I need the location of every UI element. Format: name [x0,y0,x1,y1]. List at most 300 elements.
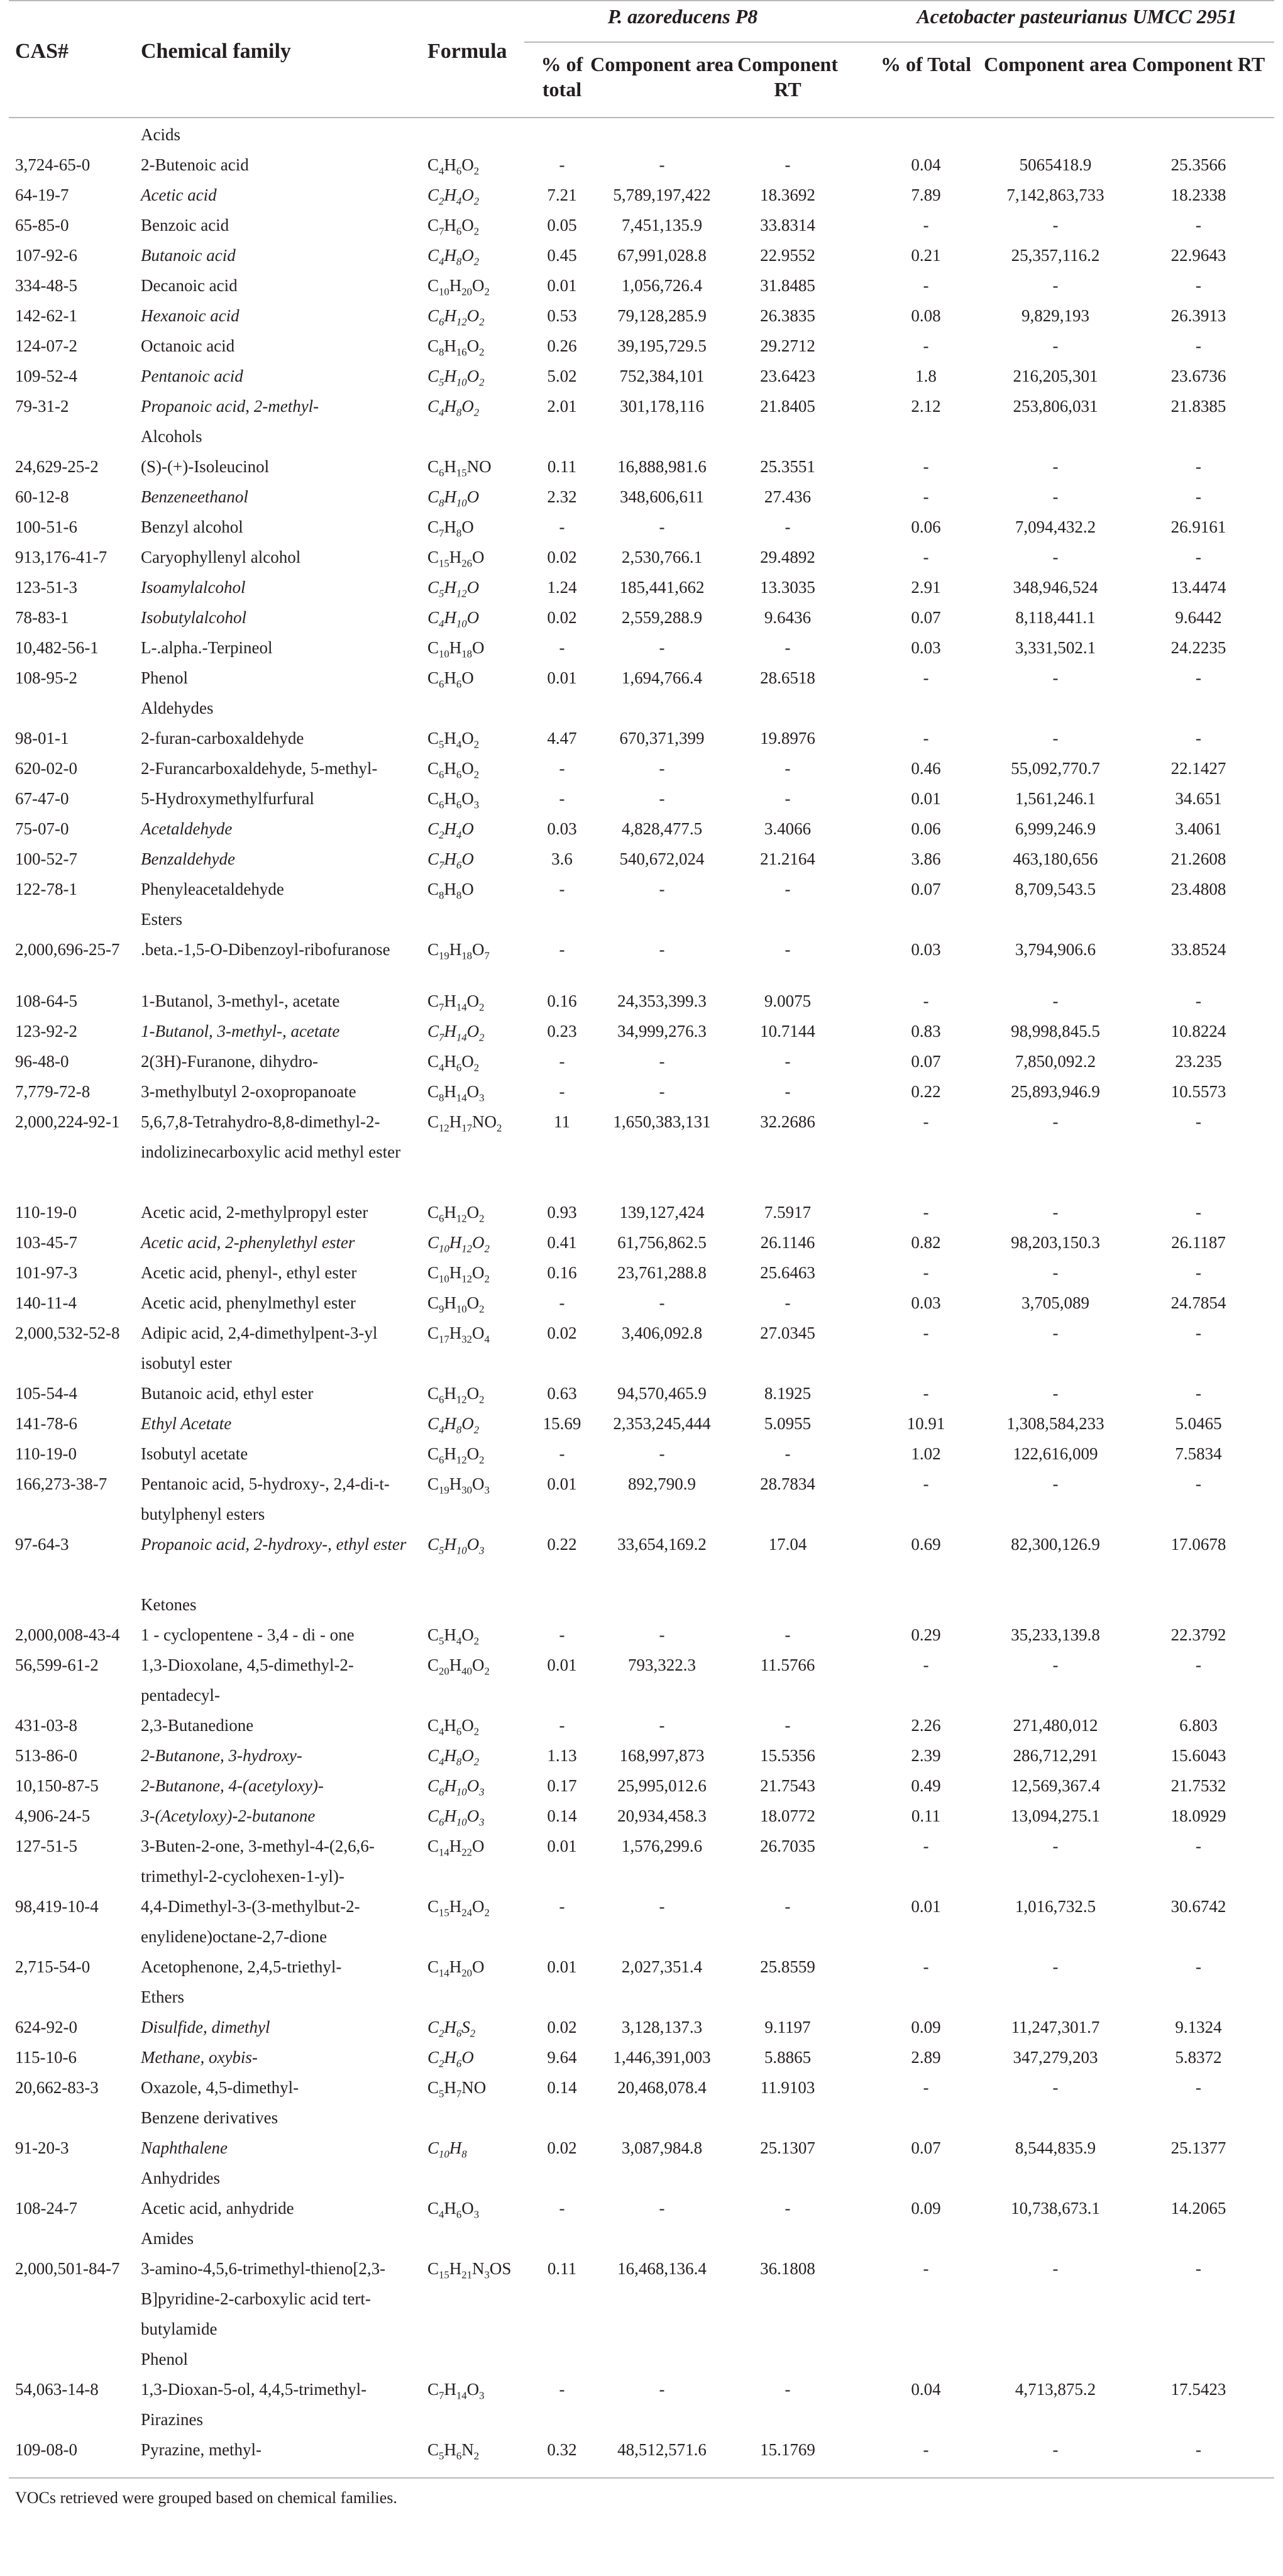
formula-element: C [427,155,439,174]
a-component-area: 1,308,584,233 [1006,1414,1104,1433]
family-group-text: Pirazines [141,2410,203,2429]
formula-subscript: 14 [456,1092,467,1104]
formula-subscript: 8 [456,527,462,539]
formula-element: O [461,216,474,235]
chemical-name: Benzeneethanol [141,487,248,506]
cas-number: 101-97-3 [15,1263,77,1282]
formula-element: C [427,668,439,687]
formula-subscript: 4 [484,1333,490,1346]
table-row [9,1650,1274,1710]
p-component-area: 1,056,726.4 [621,276,703,295]
formula-element: O [461,517,474,536]
chemical-name: Isobutyl acetate [141,1444,248,1463]
formula-subscript: 2 [479,1031,485,1044]
group-rule [524,41,1274,43]
formula-element: O [471,1474,485,1493]
formula-subscript: 7 [439,225,444,238]
formula [427,1318,528,1348]
p-component-rt: 19.8976 [760,729,815,748]
formula-element: C [427,457,439,476]
a-component-rt: - [1196,1474,1201,1493]
formula [427,1469,528,1499]
header-p-pct: % of total [541,53,583,101]
formula-subscript: 2 [479,1212,485,1225]
p-component-area: 1,576,299.6 [621,1837,703,1855]
formula-subscript: 4 [439,1755,444,1768]
family-group-label [9,2163,1274,2193]
cas-number: 2,715-54-0 [15,1957,91,1976]
chemical-name: Butanoic acid, ethyl ester [141,1384,314,1403]
formula-element: C [427,1263,439,1282]
a-pct-total: 0.09 [911,2018,941,2037]
formula-element: O [466,1776,480,1795]
chemical-name: Decanoic acid [141,276,238,295]
a-component-area: 1,561,246.1 [1015,789,1096,808]
cas-number: 24,629-25-2 [15,457,99,476]
formula [427,512,528,542]
formula-subscript: 9 [439,1303,444,1315]
formula-subscript: 8 [439,346,444,358]
p-pct-total: 0.11 [547,457,577,476]
chemical-name: 1-Butanol, 3-methyl-, acetate [141,1022,340,1041]
cas-number: 913,176-41-7 [15,548,107,567]
table-row [9,1408,1274,1439]
formula-element: H [444,185,456,204]
p-pct-total: 0.45 [547,246,577,265]
header-group-acetobacter [879,4,1275,29]
formula [427,2374,528,2404]
formula-element: O [466,2380,480,2399]
p-pct-total: - [559,1897,565,1916]
p-component-area: 3,087,984.8 [621,2138,703,2157]
formula-subscript: 12 [456,587,467,600]
formula-element: O [461,819,474,838]
header-a-pct: % of Total [880,53,972,75]
family-group-label [9,119,1274,150]
a-component-rt: - [1196,1384,1201,1403]
a-component-rt: - [1196,1112,1201,1131]
formula-element: H [449,1233,462,1252]
formula [427,270,528,301]
chemical-name: 3-methylbutyl 2-oxopropanoate [141,1082,356,1101]
table-row [9,180,1274,210]
a-component-rt: 15.6043 [1170,1746,1226,1765]
family-group-label [9,1982,1274,2012]
formula [427,2042,528,2072]
a-component-rt: 34.651 [1175,789,1222,808]
a-component-area: 98,203,150.3 [1011,1233,1100,1252]
formula-subscript: 5 [439,587,444,600]
formula-element: C [427,548,439,567]
formula-subscript: 3 [479,1544,485,1557]
a-pct-total: 0.07 [911,608,941,627]
formula-element: C [427,185,439,204]
formula-subscript: 12 [461,1242,472,1255]
table-row [9,512,1274,542]
formula-subscript: 6 [456,678,462,690]
cas-number: 123-92-2 [15,1022,77,1041]
header-bottom-rule [9,117,1274,118]
formula-element: H [444,2199,456,2218]
a-pct-total: - [923,487,929,506]
formula-element: H [444,849,456,868]
formula-subscript: 2 [473,225,480,238]
p-component-rt: 5.8865 [764,2048,812,2067]
formula [427,1288,528,1318]
cas-number: 108-64-5 [15,992,77,1010]
formula-element: C [427,1716,439,1735]
formula-element: H [444,336,456,355]
cas-number: 103-45-7 [15,1233,77,1252]
p-component-area: - [659,1052,665,1071]
formula-element: H [444,1052,456,1071]
formula-subscript: 6 [439,467,444,479]
formula-element: OS [489,2259,512,2278]
a-component-area: 1,016,732.5 [1015,1897,1096,1916]
formula-subscript: 4 [456,1635,462,1647]
formula-subscript: 2 [479,1001,485,1014]
a-component-area: 286,712,291 [1013,1746,1098,1765]
a-component-area: 253,806,031 [1013,397,1098,416]
table-row [9,1771,1274,1801]
p-pct-total: - [559,155,565,174]
a-pct-total: - [923,1957,929,1976]
cas-number: 624-92-0 [15,2018,77,2037]
formula-subscript: 10 [456,497,467,509]
a-component-rt: - [1196,1203,1201,1222]
formula-element: H [444,216,456,235]
a-component-area: 7,142,863,733 [1006,185,1104,204]
a-pct-total: 0.69 [911,1535,941,1554]
formula-element: O [461,397,474,416]
p-component-rt: - [785,880,791,898]
a-component-area: - [1052,1837,1059,1855]
formula-subscript: 10 [439,285,449,298]
chemical-name: 3-amino-4,5,6-trimethyl-thieno[2,3-B]pyridine-2-carboxylic acid tert-butylamide [141,2259,386,2338]
formula-element: O [471,638,485,657]
a-pct-total: 2.26 [911,1716,941,1735]
chemical-name: Acetophenone, 2,4,5-triethyl- [141,1957,342,1976]
voc-table [9,0,1274,2465]
p-pct-total: - [559,759,565,778]
formula-subscript: 7 [439,527,444,539]
p-component-rt: 21.2164 [760,849,815,868]
cas-number: 105-54-4 [15,1384,77,1403]
p-component-area: 39,195,729.5 [617,336,707,355]
p-component-area: - [659,517,665,536]
p-component-rt: 27.436 [764,487,812,506]
a-component-area: 3,331,502.1 [1015,638,1096,657]
a-component-rt: 10.8224 [1170,1022,1226,1041]
p-pct-total: 0.93 [547,1203,577,1222]
formula-element: C [427,2018,439,2037]
formula-subscript: 2 [484,1665,490,1678]
a-component-rt: 3.4061 [1175,819,1222,838]
formula [427,451,528,482]
formula-element: C [427,1746,439,1765]
chemical-name: Phenol [141,668,189,687]
formula-subscript: 5 [439,738,444,751]
p-component-rt: 18.0772 [760,1806,815,1825]
formula-subscript: 6 [439,1816,444,1828]
cas-number: 98,419-10-4 [15,1897,99,1916]
cas-number: 620-02-0 [15,759,77,778]
a-component-rt: 18.2338 [1170,185,1226,204]
cas-number: 67-47-0 [15,789,69,808]
formula-element: H [444,2440,456,2459]
p-pct-total: 0.02 [547,1324,577,1342]
chemical-name: Phenyleacetaldehyde [141,880,284,898]
chemical-name: Isobutylalcohol [141,608,246,627]
p-component-area: 892,790.9 [628,1474,696,1493]
table-row [9,1469,1274,1529]
formula-subscript: 20 [461,1967,472,1979]
a-pct-total: 0.07 [911,2138,941,2157]
p-component-rt: 7.5917 [764,1203,812,1222]
formula [427,1952,528,1982]
formula-element: C [427,1806,439,1825]
table-row [9,2133,1274,2163]
a-pct-total: 0.11 [911,1806,941,1825]
formula-element: H [444,246,456,265]
table-row [9,1016,1274,1046]
formula-element: C [427,759,439,778]
cas-number: 2,000,696-25-7 [15,940,120,959]
p-component-rt: - [785,517,791,536]
a-component-rt: - [1196,216,1201,235]
formula-element: O [461,668,474,687]
a-component-area: 216,205,301 [1013,367,1098,385]
a-pct-total: 0.04 [911,2380,941,2399]
formula-subscript: 5 [439,1635,444,1647]
a-component-rt: - [1196,336,1201,355]
formula [427,2133,528,2163]
formula [427,210,528,240]
formula-subscript: 2 [473,738,480,751]
formula-element: H [444,1444,456,1463]
cas-number: 96-48-0 [15,1052,69,1071]
a-component-rt: 22.1427 [1170,759,1226,778]
formula-element: C [427,940,439,959]
chemical-name: 2(3H)-Furanone, dihydro- [141,1052,318,1071]
chemical-name: Pyrazine, methyl- [141,2440,262,2459]
cas-number: 109-52-4 [15,367,77,385]
a-pct-total: - [923,1837,929,1855]
formula-element: O [466,487,480,506]
formula-subscript: 14 [456,1001,467,1014]
family-group-text: Aldehydes [141,699,214,717]
formula-element: C [427,1112,439,1131]
family-group-text: Benzene derivatives [141,2108,278,2127]
p-component-area: - [659,155,665,174]
formula-subscript: 26 [461,557,472,570]
p-pct-total: - [559,638,565,657]
formula-element: H [449,2259,462,2278]
formula-element: H [449,1474,462,1493]
table-footnote: VOCs retrieved were grouped based on chemical families. [15,2489,397,2507]
p-pct-total: - [559,940,565,959]
formula-subscript: 7 [439,859,444,871]
cas-number: 75-07-0 [15,819,69,838]
formula-subscript: 6 [456,2450,462,2462]
chemical-name: 3-Buten-2-one, 3-methyl-4-(2,6,6-trimethyl-2-cyclohexen-1-yl)- [141,1837,375,1886]
a-component-area: 98,998,845.5 [1011,1022,1100,1041]
p-component-area: - [659,2199,665,2218]
formula-element: H [444,819,456,838]
formula-subscript: 5 [439,2087,444,2100]
table-row [9,1710,1274,1740]
table-row [9,1831,1274,1891]
cas-number: 54,063-14-8 [15,2380,99,2399]
formula-subscript: 8 [456,255,462,268]
table-row [9,814,1274,844]
p-component-area: 1,694,766.4 [621,668,703,687]
formula-subscript: 3 [484,2269,490,2281]
formula-element: C [427,487,439,506]
p-component-area: 7,451,135.9 [621,216,703,235]
table-row [9,1046,1274,1076]
formula-subscript: 12 [456,1393,467,1406]
formula-element: O [461,1625,474,1644]
formula-subscript: 10 [439,2148,449,2160]
p-pct-total: 0.32 [547,2440,577,2459]
table-row [9,1620,1274,1650]
formula-element: C [427,2138,439,2157]
chemical-name: 2-furan-carboxaldehyde [141,729,304,748]
formula-subscript: 15 [439,2269,449,2281]
cas-number: 10,482-56-1 [15,638,99,657]
formula-element: O [466,1444,480,1463]
p-component-area: 94,570,465.9 [617,1384,707,1403]
formula [427,723,528,753]
a-component-area: 7,850,092.2 [1015,1052,1096,1071]
formula [427,1771,528,1801]
a-pct-total: - [923,668,929,687]
p-pct-total: - [559,1293,565,1312]
table-row [9,723,1274,753]
formula-subscript: 2 [473,165,480,177]
formula-subscript: 18 [461,648,472,660]
a-component-area: - [1052,2259,1059,2278]
p-component-area: 3,128,137.3 [621,2018,703,2037]
p-pct-total: 0.23 [547,1022,577,1041]
p-component-area: 34,999,276.3 [617,1022,707,1041]
formula-subscript: 2 [473,1423,480,1436]
table-row [9,572,1274,602]
family-group-label [9,2404,1274,2435]
a-pct-total: - [923,2440,929,2459]
formula-subscript: 15 [439,1906,449,1919]
formula-subscript: 2 [473,255,480,268]
p-component-area: 670,371,399 [619,729,705,748]
cas-number: 20,662-83-3 [15,2078,99,2097]
chemical-name: Hexanoic acid [141,306,240,325]
p-component-rt: 25.8559 [760,1957,815,1976]
formula [427,331,528,361]
cas-number: 108-95-2 [15,668,77,687]
formula [427,1801,528,1831]
p-pct-total: - [559,880,565,898]
formula [427,1439,528,1469]
formula [427,814,528,844]
cas-number: 100-51-6 [15,517,77,536]
family-group-label [9,2223,1274,2253]
a-component-area: 8,118,441.1 [1015,608,1096,627]
p-component-area: 67,991,028.8 [617,246,707,265]
formula-element: H [449,1837,462,1855]
p-component-area: 33,654,169.2 [617,1535,707,1554]
a-component-rt: 18.0929 [1170,1806,1226,1825]
formula-element: C [427,1324,439,1342]
formula-element: C [427,1022,439,1041]
formula-subscript: 30 [461,1484,472,1496]
p-pct-total: 0.63 [547,1384,577,1403]
formula-element: O [466,1293,480,1312]
formula-subscript: 6 [456,2027,462,2040]
p-pct-total: 0.16 [547,1263,577,1282]
formula-subscript: 4 [439,1061,444,1074]
p-component-rt: 15.1769 [760,2440,815,2459]
cas-number: 2,000,501-84-7 [15,2259,120,2278]
p-component-area: 139,127,424 [619,1203,705,1222]
table-row [9,602,1274,633]
formula [427,542,528,572]
header-group-p-azoreducens: P. azoreducens P8 [607,5,758,28]
a-pct-total: 0.06 [911,517,941,536]
chemical-name: Acetaldehyde [141,819,233,838]
table-row [9,2253,1274,2344]
formula-element: H [444,608,456,627]
p-component-area: 25,995,012.6 [617,1776,707,1795]
formula-subscript: 4 [456,195,462,207]
formula [427,1529,528,1559]
p-component-area: - [659,1293,665,1312]
formula-element: C [427,1837,439,1855]
a-component-rt: 7.5834 [1175,1444,1222,1463]
chemical-name: Adipic acid, 2,4-dimethylpent-3-yl isobutyl ester [141,1324,378,1373]
chemical-name: Benzoic acid [141,216,229,235]
formula-element: O [461,1052,474,1071]
formula-element: C [427,2380,439,2399]
chemical-name: 1,3-Dioxolane, 4,5-dimethyl-2-pentadecyl- [141,1656,354,1705]
formula [427,1378,528,1408]
formula-subscript: 2 [479,376,485,389]
cas-number: 334-48-5 [15,276,77,295]
formula-subscript: 8 [456,406,462,419]
p-pct-total: 9.64 [547,2048,577,2067]
cas-number: 2,000,224-92-1 [15,1112,120,1131]
cas-number: 97-64-3 [15,1535,69,1554]
p-component-area: - [659,940,665,959]
table-body [9,119,1274,2465]
formula-subscript: 2 [473,1755,480,1768]
formula-subscript: 3 [473,799,480,811]
a-component-rt: 23.235 [1175,1052,1222,1071]
table-row [9,1891,1274,1952]
a-component-area: - [1052,457,1059,476]
p-component-area: 48,512,571.6 [617,2440,707,2459]
formula-element: O [471,1837,485,1855]
p-component-rt: 9.1197 [764,2018,811,2037]
formula-subscript: 7 [439,1001,444,1014]
formula-subscript: 2 [473,406,480,419]
p-pct-total: 0.14 [547,1806,577,1825]
a-component-rt: - [1196,668,1201,687]
formula-element: O [466,1535,480,1554]
p-pct-total: - [559,1625,565,1644]
formula-element: H [444,1716,456,1735]
p-component-rt: 5.0955 [764,1414,812,1433]
